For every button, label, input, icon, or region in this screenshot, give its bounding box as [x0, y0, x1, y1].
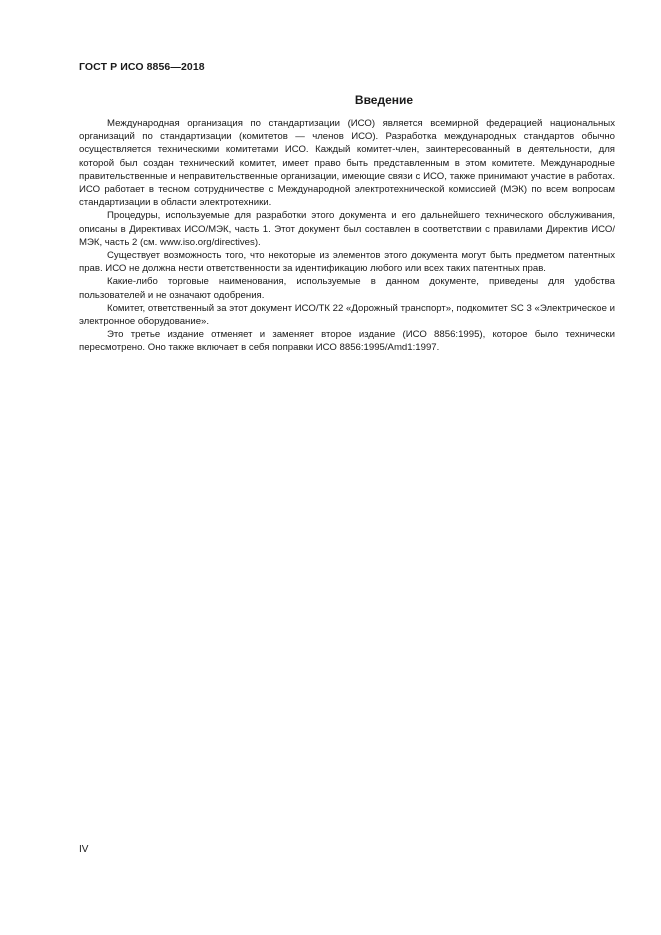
standard-header: ГОСТ Р ИСО 8856—2018: [79, 61, 205, 73]
paragraph-edition: Это третье издание отменяет и заменяет второе издание (ИСО 8856:1995), которое было технически пересмотрено. Оно также включает в себя поправки ИСО 8856:1995/Amd1:1997.: [79, 329, 615, 354]
paragraph-procedures: Процедуры, используемые для разработки этого документа и его дальнейшего технического обслуживания, описаны в Директивах ИСО/МЭК, часть 1. Этот документ был составлен в соответствии с правилами Директив ИСО/МЭК, часть 2 (см. www.iso.org/directives).: [79, 210, 615, 248]
paragraph-committee: Комитет, ответственный за этот документ ИСО/ТК 22 «Дорожный транспорт», подкомитет SC 3 «Электрическое и электронное оборудование».: [79, 302, 615, 328]
paragraph-trade-names: Какие-либо торговые наименования, используемые в данном документе, приведены для удобства пользователей и не означают одобрения.: [79, 276, 615, 301]
paragraph-iso-organization: Международная организация по стандартизации (ИСО) является всемирной федерацией национальных организаций по стандартизации (комитетов — членов ИСО). Разработка международных стандартов обычно осуществляется техническими комитетами ИСО. Каждый комитет-член, заинтересованный в деятельности, для которой был создан технический комитет, имеет право быть представленным в этом комитете. Международные правительственные и неправительственные организации, имеющие связи с ИСО, также принимают участие в работах. ИСО работает в тесном сотрудничестве с Международной электротехнической комиссией (МЭК) по всем вопросам стандартизации в области электротехники.: [79, 118, 615, 209]
paragraph-patent-rights: Существует возможность того, что некоторые из элементов этого документа могут быть предметом патентных прав. ИСО не должна нести ответственности за идентификацию любого или всех таких патентных прав.: [79, 250, 615, 275]
introduction-body: [79, 117, 615, 355]
section-title: Введение: [354, 93, 414, 107]
page-number: IV: [79, 844, 89, 855]
